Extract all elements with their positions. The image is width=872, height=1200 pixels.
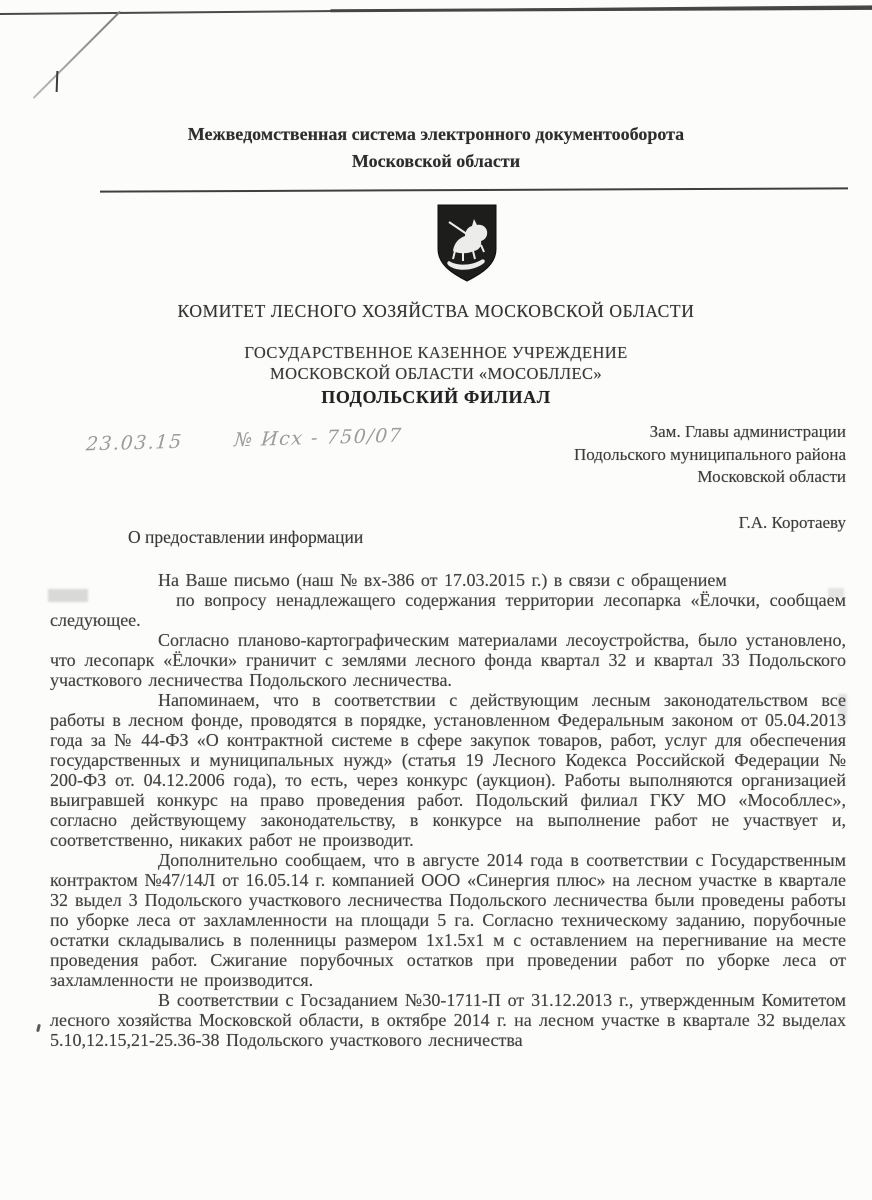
body-paragraph-1-line-3: следующее. [50,610,141,630]
addressee-line3: Московской области [697,467,846,486]
subject-line: О предоставлении информации [128,527,364,547]
handwritten-outgoing-number: № Исх - 750/07 [233,424,404,452]
institution-line2: МОСКОВСКОЙ ОБЛАСТИ «МОСОБЛЛЕС» [270,364,602,383]
institution-block [0,342,872,408]
institution-line1: ГОСУДАРСТВЕННОЕ КАЗЕННОЕ УЧРЕЖДЕНИЕ [244,343,628,362]
handwritten-date: 23.03.15 [85,430,184,456]
body-paragraph-1-line-1: На Ваше письмо (наш № вх-386 от 17.03.2015 г.) в связи с обращением [158,570,727,590]
header-divider-rule [100,187,848,192]
page-corner-fold-line [33,11,121,99]
scan-speck [36,1024,41,1032]
pen-tick-mark [56,71,59,92]
body-paragraph-5: В соответствии с Госзаданием №30-1711-П от 31.12.2013 г., утвержденным Комитетом лесного хозяйства Московской области, в октябре 2014 г. на лесном участке в квартале 32 выделах 5.10,12.15,21-25.36-38 Подольского участкового лесничества [50,990,846,1050]
addressee-block [574,421,846,534]
addressee-line2: Подольского муниципального района [573,444,846,464]
addressee-line1: Зам. Главы администрации [649,422,846,441]
body-paragraph-4: Дополнительно сообщаем, что в августе 2014 года в соответствии с Государственным контрактом №47/14Л от 16.05.14 г. компанией ООО «Синергия плюс» на лесном участке в квартале 32 выдел 3 Подольского участкового лесничества Подольского лесничества были проведены работы по уборке леса от захламленности на площади 5 га. Согласно техническому заданию, порубочные остатки складывались в поленницы размером 1х1.5х1 м с оставлением на перегнивание на месте проведения работ. Сжигание порубочных остатков при проведении работ по уборке леса от захламленности не производится. [50,850,846,990]
addressee-name: Г.А. Коротаеву [738,512,846,532]
moscow-region-coat-of-arms-icon [434,204,500,282]
committee-title: КОМИТЕТ ЛЕСНОГО ХОЗЯЙСТВА МОСКОВСКОЙ ОБЛАСТИ [177,301,695,321]
body-paragraph-2: Согласно планово-картографическим материалами лесоустройства, было установлено, что лесопарк «Ёлочки» граничит с землями лесного фонда квартал 32 и квартал 33 Подольского участкового лесничества Подольского лесничества. [50,630,846,690]
system-header-line2: Московской области [351,151,521,171]
branch-title: ПОДОЛЬСКИЙ ФИЛИАЛ [321,387,551,407]
scan-edge-line-thick [330,7,872,12]
system-header [0,121,872,175]
body-paragraph-1-line-2: по вопросу ненадлежащего содержания территории лесопарка «Ёлочки, сообщаем [176,590,846,610]
registration-handwriting [85,425,403,456]
system-header-line1: Межведомственная система электронного документооборота [187,124,685,144]
body-paragraph-3: Напоминаем, что в соответствии с действующим лесным законодательством все работы в лесном фонде, проводятся в порядке, установленном Федеральным законом от 05.04.2013 года за № 44-ФЗ «О контрактной системе в сфере закупок товаров, работ, услуг для обеспечения государственных и муниципальных нужд» (статья 19 Лесного Кодекса Российской Федерации № 200-ФЗ от. 04.12.2006 года), то есть, через конкурс (аукцион). Работы выполняются организацией выигравшей конкурс на право проведения работ. Подольский филиал ГКУ МО «Мособллес», согласно действующему законодательству, в конкурсе на выполнение работ не участвует и, соответственно, никаких работ не производит. [50,690,846,850]
letter-body [50,570,846,1050]
